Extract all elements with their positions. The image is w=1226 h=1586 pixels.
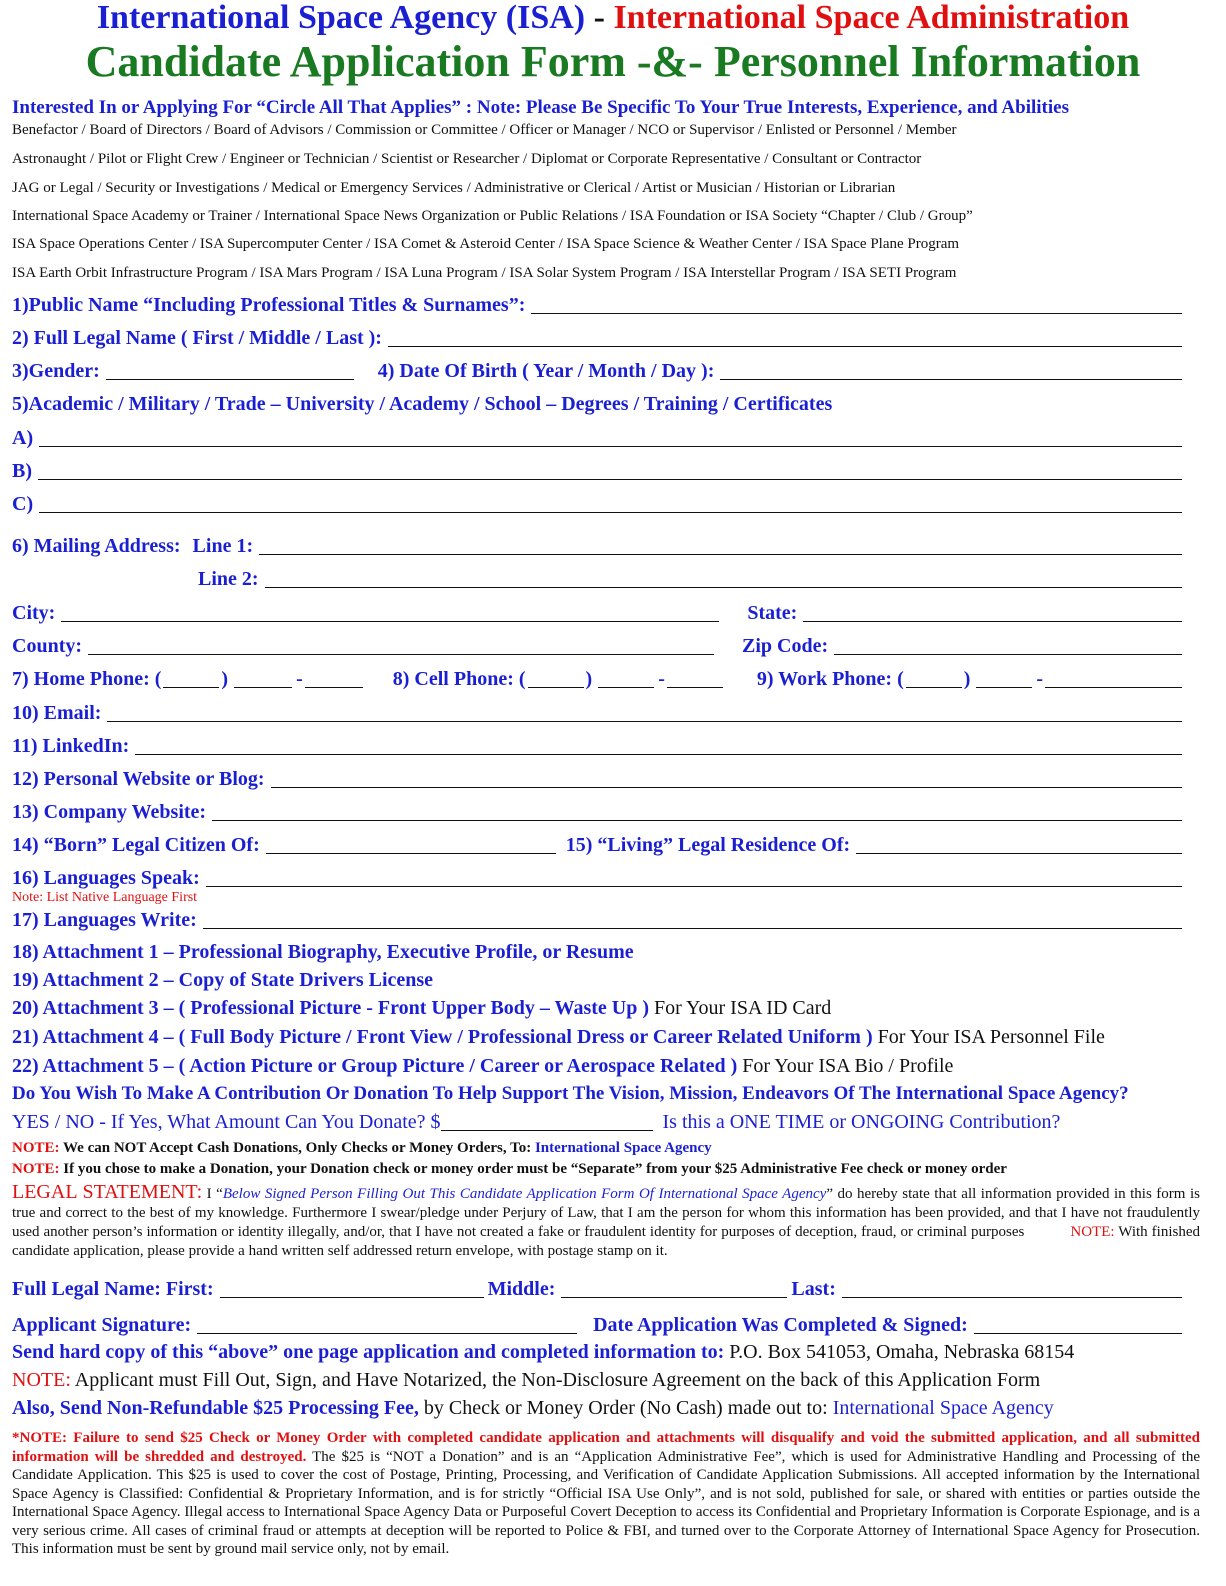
city-field[interactable] bbox=[61, 601, 719, 622]
attachment-1-label: 18) Attachment 1 – Professional Biography, Executive Profile, or Resume bbox=[12, 941, 634, 963]
legal-note-text: With finished candidate application, please provide a hand written self addressed return envelope, with postage stamp on it. bbox=[12, 1224, 1201, 1259]
work-paren-close: ) bbox=[963, 668, 971, 690]
footer-notice bbox=[12, 1429, 1200, 1559]
legal-heading: LEGAL STATEMENT: bbox=[12, 1181, 203, 1203]
interest-row-1: Benefactor / Board of Directors / Board of Advisors / Commission or Committee / Officer or Manager / NCO or Supervisor / Enlisted or Personnel / Member bbox=[12, 122, 957, 138]
attachment-4-label: 21) Attachment 4 – ( Full Body Picture / Front View / Professional Dress or Career Related Uniform ) bbox=[12, 1026, 873, 1048]
living-residence-label: 15) “Living” Legal Residence Of: bbox=[565, 834, 851, 856]
sig-middle-label: Middle: bbox=[487, 1278, 556, 1300]
mailing-address-label: 6) Mailing Address: bbox=[12, 535, 181, 557]
form-title: Candidate Application Form -&- Personnel Information bbox=[85, 37, 1141, 86]
county-field[interactable] bbox=[88, 634, 714, 655]
attachment-4 bbox=[12, 1025, 1186, 1049]
legal-statement bbox=[12, 1183, 1200, 1261]
public-name-label: 1)Public Name “Including Professional Titles & Surnames”: bbox=[12, 294, 526, 316]
donation-note-2-label: NOTE: bbox=[12, 1161, 60, 1177]
line1-field[interactable] bbox=[259, 534, 1182, 555]
mailing-line1-row bbox=[12, 532, 1186, 558]
living-residence-field[interactable] bbox=[856, 833, 1182, 854]
academic-b-label: B) bbox=[12, 460, 32, 482]
website-row bbox=[12, 765, 1186, 791]
home-line-field[interactable] bbox=[305, 667, 363, 688]
interest-row-2: Astronaught / Pilot or Flight Crew / Engineer or Technician / Scientist or Researcher / Diplomat or Corporate Representative / Consultant or Contractor bbox=[12, 151, 922, 167]
send-to-address: P.O. Box 541053, Omaha, Nebraska 68154 bbox=[724, 1341, 1075, 1363]
sig-last-label: Last: bbox=[791, 1278, 836, 1300]
company-website-label: 13) Company Website: bbox=[12, 801, 207, 823]
legal-body: ” do hereby state that all information provided in this form is true and correct to the best of my knowledge. Furthermore I swear/pledge under Perjury of Law, that I am the person for whom this information has been provided, and that I have not fraudulently used another person’s information or identity illegally, and/or, that I have not created a fake or fraudulent identity for purposes of deception, fraud, or criminal purposes bbox=[12, 1186, 1200, 1240]
footer-red-notice: *NOTE: Failure to send $25 Check or Money Order with completed candidate application and attachments will disqualify and void the submitted application, and all submitted information will be shredded and destroyed. bbox=[12, 1430, 1200, 1465]
home-area-code-field[interactable] bbox=[163, 667, 219, 688]
home-prefix-field[interactable] bbox=[234, 667, 292, 688]
academic-label: 5)Academic / Military / Trade – University / Academy / School – Degrees / Training / Certificates bbox=[12, 393, 833, 415]
applicant-signature-field[interactable] bbox=[197, 1313, 577, 1334]
attachment-5-label: 22) Attachment 5 – ( Action Picture or Group Picture / Career or Aerospace Related ) bbox=[12, 1055, 738, 1077]
email-field[interactable] bbox=[107, 701, 1182, 722]
state-label: State: bbox=[747, 602, 798, 624]
donation-note-1-label: NOTE: bbox=[12, 1140, 60, 1156]
attachment-3-label: 20) Attachment 3 – ( Professional Picture - Front Upper Body – Waste Up ) bbox=[12, 997, 650, 1019]
citizenship-row bbox=[12, 831, 1186, 857]
agency-long-name: International Space Administration bbox=[613, 0, 1130, 36]
sig-middle-name-field[interactable] bbox=[561, 1277, 787, 1298]
attachment-2 bbox=[12, 968, 1186, 992]
fee-line bbox=[12, 1396, 1186, 1420]
line2-label: Line 2: bbox=[198, 568, 259, 590]
fee-text: by Check or Money Order (No Cash) made out to: bbox=[418, 1397, 833, 1419]
full-legal-name-row bbox=[12, 324, 1186, 350]
lang-write-row bbox=[12, 906, 1186, 932]
nda-note-label: NOTE: bbox=[12, 1369, 71, 1391]
mailing-line2-row bbox=[198, 565, 1186, 591]
agency-short-name: International Space Agency (ISA) bbox=[96, 0, 586, 36]
lang-write-field[interactable] bbox=[203, 908, 1182, 929]
zip-label: Zip Code: bbox=[742, 635, 829, 657]
attachment-2-label: 19) Attachment 2 – Copy of State Drivers License bbox=[12, 969, 434, 991]
donation-note-2 bbox=[12, 1160, 1186, 1178]
lang-write-label: 17) Languages Write: bbox=[12, 909, 197, 931]
donation-note-1 bbox=[12, 1139, 1186, 1157]
attachment-3 bbox=[12, 996, 1186, 1020]
legal-i: I “ bbox=[202, 1186, 223, 1202]
donation-note-1-text: We can NOT Accept Cash Donations, Only Checks or Money Orders, To: bbox=[59, 1140, 535, 1156]
attachment-4-purpose: For Your ISA Personnel File bbox=[872, 1026, 1105, 1048]
donation-yes-no[interactable]: YES / NO - If Yes, What Amount Can You Donate? $ bbox=[12, 1111, 441, 1133]
cell-prefix-field[interactable] bbox=[598, 667, 654, 688]
county-label: County: bbox=[12, 635, 83, 657]
academic-c-row bbox=[12, 490, 1186, 516]
academic-c-field[interactable] bbox=[39, 492, 1182, 513]
home-phone-label: 7) Home Phone: ( bbox=[12, 668, 162, 690]
academic-a-label: A) bbox=[12, 427, 34, 449]
email-label: 10) Email: bbox=[12, 702, 102, 724]
born-citizen-field[interactable] bbox=[266, 833, 556, 854]
cell-area-code-field[interactable] bbox=[528, 667, 584, 688]
signature-row bbox=[12, 1311, 1186, 1337]
gender-dob-row bbox=[12, 357, 1186, 383]
linkedin-label: 11) LinkedIn: bbox=[12, 735, 130, 757]
donation-amount-field[interactable] bbox=[441, 1110, 653, 1131]
donation-amount-row bbox=[12, 1108, 1186, 1134]
public-name-row bbox=[12, 291, 1186, 317]
gender-label: 3)Gender: bbox=[12, 360, 100, 382]
cell-phone-label: 8) Cell Phone: ( bbox=[392, 668, 526, 690]
cell-dash: - bbox=[658, 668, 665, 690]
sig-first-name-field[interactable] bbox=[220, 1277, 484, 1298]
phones-row bbox=[12, 665, 1186, 691]
dob-field[interactable] bbox=[720, 359, 1182, 380]
attachment-3-purpose: For Your ISA ID Card bbox=[649, 997, 832, 1019]
work-prefix-field[interactable] bbox=[976, 667, 1032, 688]
cell-line-field[interactable] bbox=[667, 667, 723, 688]
donation-note-2-text: If you chose to make a Donation, your Donation check or money order must be “Separate” from your $25 Administrative Fee check or money order bbox=[59, 1161, 1007, 1177]
work-line-field[interactable] bbox=[1045, 667, 1182, 688]
line2-field[interactable] bbox=[265, 567, 1182, 588]
nda-note-text: Applicant must Fill Out, Sign, and Have Notarized, the Non-Disclosure Agreement on the back of this Application Form bbox=[70, 1369, 1041, 1391]
donation-frequency-question[interactable]: Is this a ONE TIME or ONGOING Contribution? bbox=[662, 1111, 1061, 1133]
born-citizen-label: 14) “Born” Legal Citizen Of: bbox=[12, 834, 260, 856]
line1-label: Line 1: bbox=[192, 535, 254, 557]
legal-note-label: NOTE: bbox=[1070, 1224, 1115, 1240]
interests-heading: Interested In or Applying For “Circle All That Applies” : Note: Please Be Specific To Your True Interests, Experience, and Abilities bbox=[12, 97, 1069, 118]
website-field[interactable] bbox=[271, 767, 1182, 788]
interest-row-3: JAG or Legal / Security or Investigations / Medical or Emergency Services / Administrative or Clerical / Artist or Musician / Historian or Librarian bbox=[12, 180, 896, 196]
donation-note-1-agency: International Space Agency bbox=[534, 1140, 712, 1156]
academic-a-row bbox=[12, 424, 1186, 450]
send-to-label: Send hard copy of this “above” one page application and completed information to: bbox=[12, 1341, 725, 1363]
full-legal-name-label: 2) Full Legal Name ( First / Middle / Last ): bbox=[12, 327, 382, 349]
signature-name-row bbox=[12, 1275, 1186, 1301]
attachment-1 bbox=[12, 940, 1186, 964]
cell-paren-close: ) bbox=[585, 668, 593, 690]
agency-title bbox=[0, 0, 1226, 36]
dob-label: 4) Date Of Birth ( Year / Month / Day ): bbox=[377, 360, 715, 382]
interest-row-6: ISA Earth Orbit Infrastructure Program / ISA Mars Program / ISA Luna Program / ISA Solar System Program / ISA Interstellar Program / ISA SETI Program bbox=[12, 265, 957, 281]
lang-speak-field[interactable] bbox=[206, 866, 1182, 887]
work-dash: - bbox=[1036, 668, 1044, 690]
applicant-signature-label: Applicant Signature: bbox=[12, 1314, 192, 1336]
gender-field[interactable] bbox=[106, 359, 354, 380]
footer-body: The $25 is “NOT a Donation” and is an “Application Administrative Fee”, which is used for Administrative Handling and Processing of the Candidate Application. This $25 is used to cover the cost of Postage, Printing, Processing, and Verification of Candidate Application Submissions. All accepted information by the International Space Agency is Classified: Confidential & Proprietary Information, and is for strictly “Official ISA Use Only”, and is not sold, published for sale, or shared with entities or parties outside the International Space Agency. Illegal access to International Space Agency Data or Purposeful Covert Deception to access its Confidential and Proprietary Information is Corporate Espionage, and is a very serious crime. All cases of criminal fraud or attempts at deception will be reported to Police & FBI, and turned over to the Corporate Attorney of International Space Agency for Prosecution. This information must be sent by ground mail service only, not by email. bbox=[12, 1448, 1200, 1557]
full-legal-name-field[interactable] bbox=[388, 326, 1182, 347]
work-phone-label: 9) Work Phone: ( bbox=[756, 668, 904, 690]
city-state-row bbox=[12, 599, 1186, 625]
academic-b-row bbox=[12, 457, 1186, 483]
public-name-field[interactable] bbox=[531, 293, 1182, 314]
website-label: 12) Personal Website or Blog: bbox=[12, 768, 265, 790]
interest-row-4: International Space Academy or Trainer / International Space News Organization or Public Relations / ISA Foundation or ISA Society “Chapter / Club / Group” bbox=[12, 208, 973, 224]
interest-row-5: ISA Space Operations Center / ISA Supercomputer Center / ISA Comet & Asteroid Center / ISA Space Science & Weather Center / ISA Space Plane Program bbox=[12, 236, 960, 252]
date-signed-label: Date Application Was Completed & Signed: bbox=[593, 1314, 968, 1336]
academic-b-field[interactable] bbox=[38, 459, 1182, 480]
date-signed-field[interactable] bbox=[974, 1313, 1182, 1334]
email-row bbox=[12, 699, 1186, 725]
academic-row bbox=[12, 390, 1186, 416]
city-label: City: bbox=[12, 602, 56, 624]
donation-question: Do You Wish To Make A Contribution Or Donation To Help Support The Vision, Mission, Endeavors Of The International Space Agency? bbox=[12, 1083, 1129, 1104]
zip-field[interactable] bbox=[834, 634, 1182, 655]
linkedin-field[interactable] bbox=[135, 734, 1182, 755]
attachment-5-purpose: For Your ISA Bio / Profile bbox=[737, 1055, 954, 1077]
send-to-line bbox=[12, 1340, 1186, 1364]
linkedin-row bbox=[12, 732, 1186, 758]
fee-label: Also, Send Non-Refundable $25 Processing Fee, bbox=[12, 1397, 419, 1419]
attachment-5 bbox=[12, 1054, 1186, 1078]
academic-a-field[interactable] bbox=[39, 426, 1182, 447]
company-website-field[interactable] bbox=[212, 800, 1182, 821]
lang-speak-label: 16) Languages Speak: bbox=[12, 867, 200, 889]
title-dash: - bbox=[593, 0, 605, 36]
legal-italic: Below Signed Person Filling Out This Candidate Application Form Of International Space Agency bbox=[222, 1186, 827, 1202]
sig-full-legal-name-label: Full Legal Name: First: bbox=[12, 1278, 214, 1300]
native-language-note: Note: List Native Language First bbox=[12, 890, 198, 905]
home-dash: - bbox=[296, 668, 303, 690]
work-area-code-field[interactable] bbox=[906, 667, 962, 688]
county-zip-row bbox=[12, 632, 1186, 658]
fee-agency: International Space Agency bbox=[832, 1397, 1054, 1419]
home-paren-close: ) bbox=[221, 668, 229, 690]
lang-speak-row bbox=[12, 864, 1186, 890]
nda-note-line bbox=[12, 1368, 1186, 1392]
state-field[interactable] bbox=[803, 601, 1182, 622]
academic-c-label: C) bbox=[12, 493, 34, 515]
company-website-row bbox=[12, 798, 1186, 824]
sig-last-name-field[interactable] bbox=[842, 1277, 1182, 1298]
